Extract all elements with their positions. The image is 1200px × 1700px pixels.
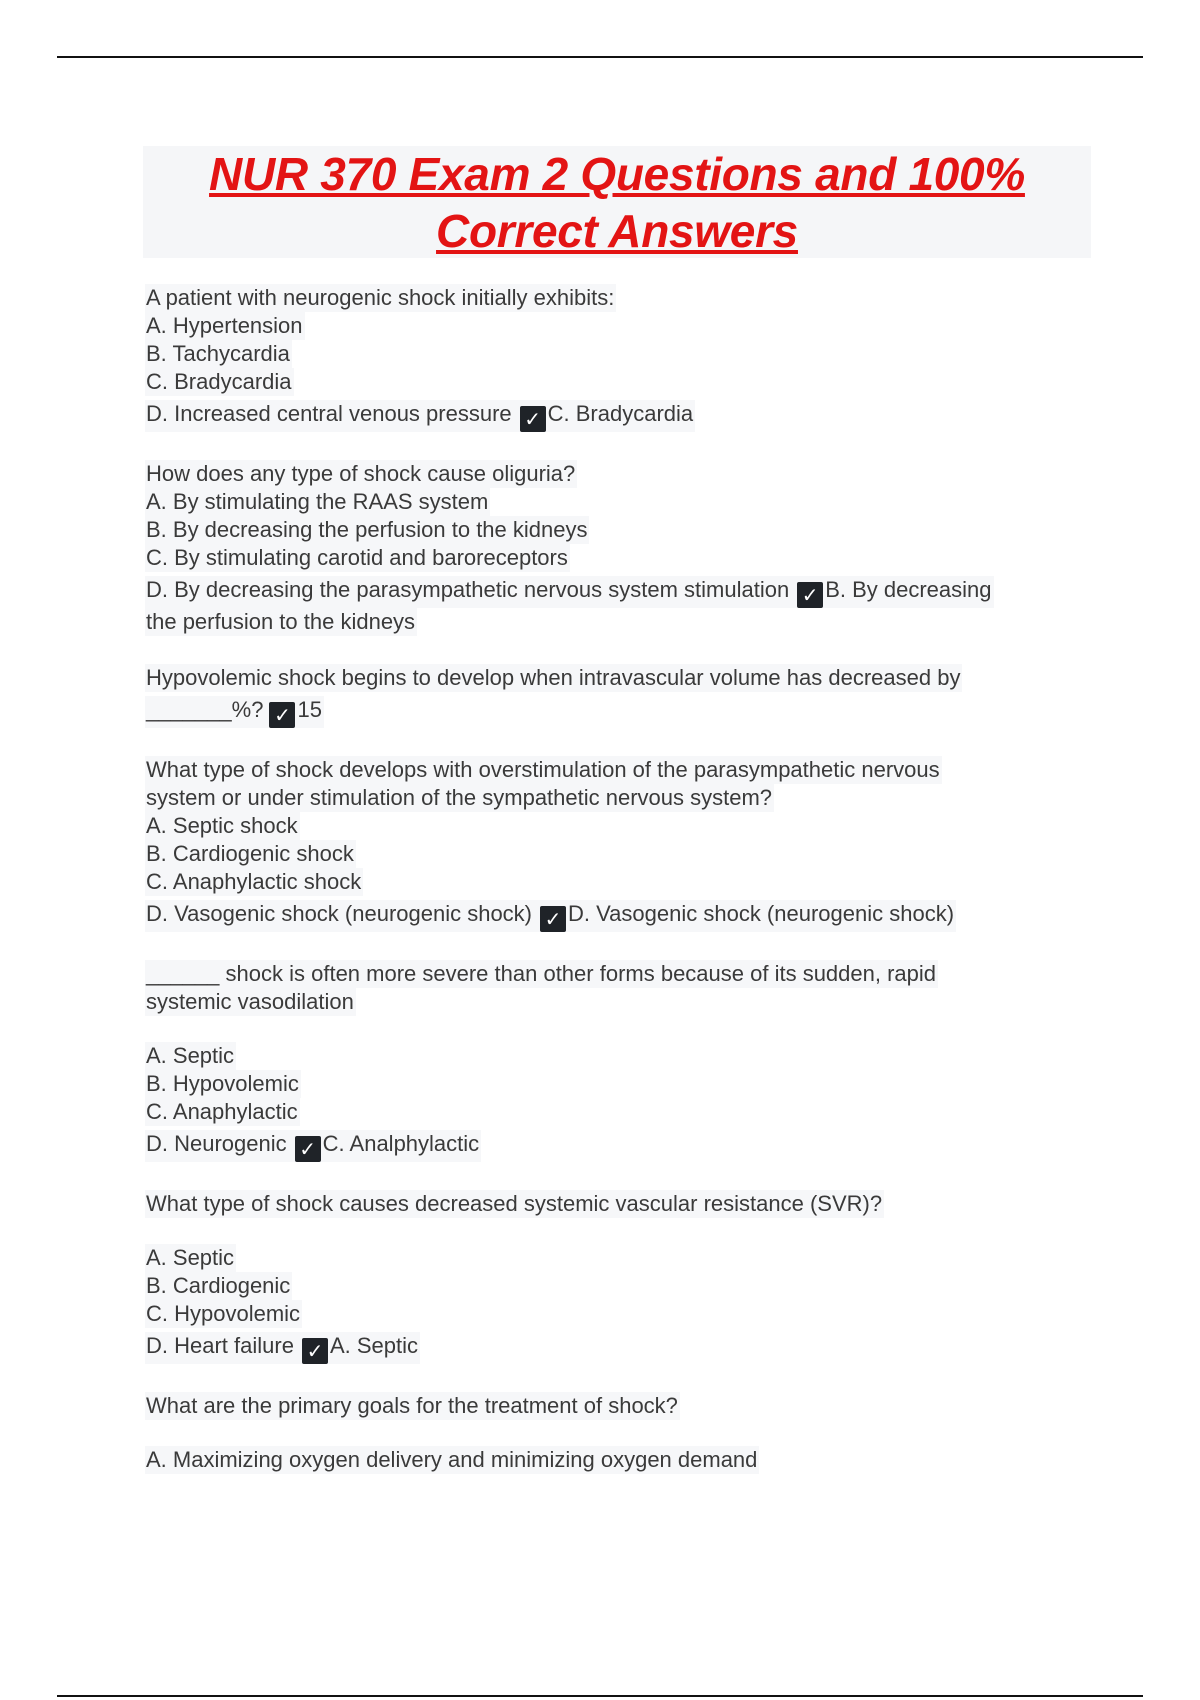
question-prompt: What are the primary goals for the treatment of shock? <box>146 1393 678 1418</box>
option-d: D. Heart failure <box>146 1333 294 1358</box>
option-d-with-answer <box>145 1332 420 1364</box>
title-line-2: Correct Answers <box>436 205 798 257</box>
question-prompt-continued: _______%? <box>146 697 264 722</box>
option-b: B. Cardiogenic shock <box>146 841 354 866</box>
header-rule <box>57 56 1143 58</box>
correct-answer: D. Vasogenic shock (neurogenic shock) <box>568 901 955 926</box>
check-box-icon: ✓ <box>520 406 546 432</box>
check-box-icon: ✓ <box>797 582 823 608</box>
check-box-icon: ✓ <box>269 702 295 728</box>
option-d-with-answer <box>145 900 956 932</box>
correct-answer: C. Bradycardia <box>547 401 694 426</box>
question-list <box>145 284 1085 1502</box>
option-a: A. Hypertension <box>146 313 303 338</box>
question-prompt-continued: system or under stimulation of the sympathetic nervous system? <box>146 785 773 810</box>
question-6 <box>145 1190 1085 1364</box>
question-2 <box>145 460 1085 636</box>
option-a: A. Septic shock <box>146 813 298 838</box>
question-3 <box>145 664 1085 728</box>
question-4 <box>145 756 1085 932</box>
question-prompt: ______ shock is often more severe than other forms because of its sudden, rapid <box>146 961 937 986</box>
option-d-with-answer <box>145 1130 481 1162</box>
option-b: B. Cardiogenic <box>146 1273 291 1298</box>
correct-answer: B. By decreasing <box>825 577 992 602</box>
option-c: C. Bradycardia <box>146 369 292 394</box>
check-box-icon: ✓ <box>540 906 566 932</box>
correct-answer: A. Septic <box>329 1333 418 1358</box>
option-d: D. By decreasing the parasympathetic nervous system stimulation <box>146 577 790 602</box>
option-d: D. Increased central venous pressure <box>146 401 512 426</box>
title-line-1: NUR 370 Exam 2 Questions and 100% <box>209 148 1025 200</box>
option-d-with-answer <box>145 576 994 608</box>
option-c: C. Hypovolemic <box>146 1301 301 1326</box>
option-b: B. Tachycardia <box>146 341 290 366</box>
correct-answer: C. Analphylactic <box>322 1131 480 1156</box>
question-7 <box>145 1392 1085 1474</box>
spacer <box>145 1420 1085 1446</box>
question-prompt: A patient with neurogenic shock initially exhibits: <box>146 285 615 310</box>
correct-answer: 15 <box>297 697 322 722</box>
option-b: B. Hypovolemic <box>146 1071 299 1096</box>
question-1 <box>145 284 1085 432</box>
option-a: A. By stimulating the RAAS system <box>146 489 489 514</box>
question-prompt: Hypovolemic shock begins to develop when intravascular volume has decreased by <box>146 665 961 690</box>
spacer <box>145 1218 1085 1244</box>
document-title <box>143 146 1091 258</box>
prompt-with-answer <box>145 696 324 728</box>
option-c: C. Anaphylactic <box>146 1099 298 1124</box>
question-5 <box>145 960 1085 1162</box>
question-prompt-continued: systemic vasodilation <box>146 989 354 1014</box>
option-a: A. Septic <box>146 1043 235 1068</box>
footer-rule <box>57 1695 1143 1697</box>
option-d: D. Vasogenic shock (neurogenic shock) <box>146 901 533 926</box>
option-b: B. By decreasing the perfusion to the kidneys <box>146 517 588 542</box>
option-d-with-answer <box>145 400 695 432</box>
option-c: C. Anaphylactic shock <box>146 869 362 894</box>
option-a: A. Septic <box>146 1245 235 1270</box>
question-prompt: What type of shock causes decreased systemic vascular resistance (SVR)? <box>146 1191 883 1216</box>
check-box-icon: ✓ <box>302 1338 328 1364</box>
check-box-icon: ✓ <box>295 1136 321 1162</box>
option-a: A. Maximizing oxygen delivery and minimizing oxygen demand <box>146 1447 758 1472</box>
option-d: D. Neurogenic <box>146 1131 287 1156</box>
option-c: C. By stimulating carotid and baroreceptors <box>146 545 568 570</box>
question-prompt: What type of shock develops with overstimulation of the parasympathetic nervous <box>146 757 940 782</box>
spacer <box>145 1016 1085 1042</box>
correct-answer-continued: the perfusion to the kidneys <box>146 609 416 634</box>
question-prompt: How does any type of shock cause oliguria? <box>146 461 576 486</box>
